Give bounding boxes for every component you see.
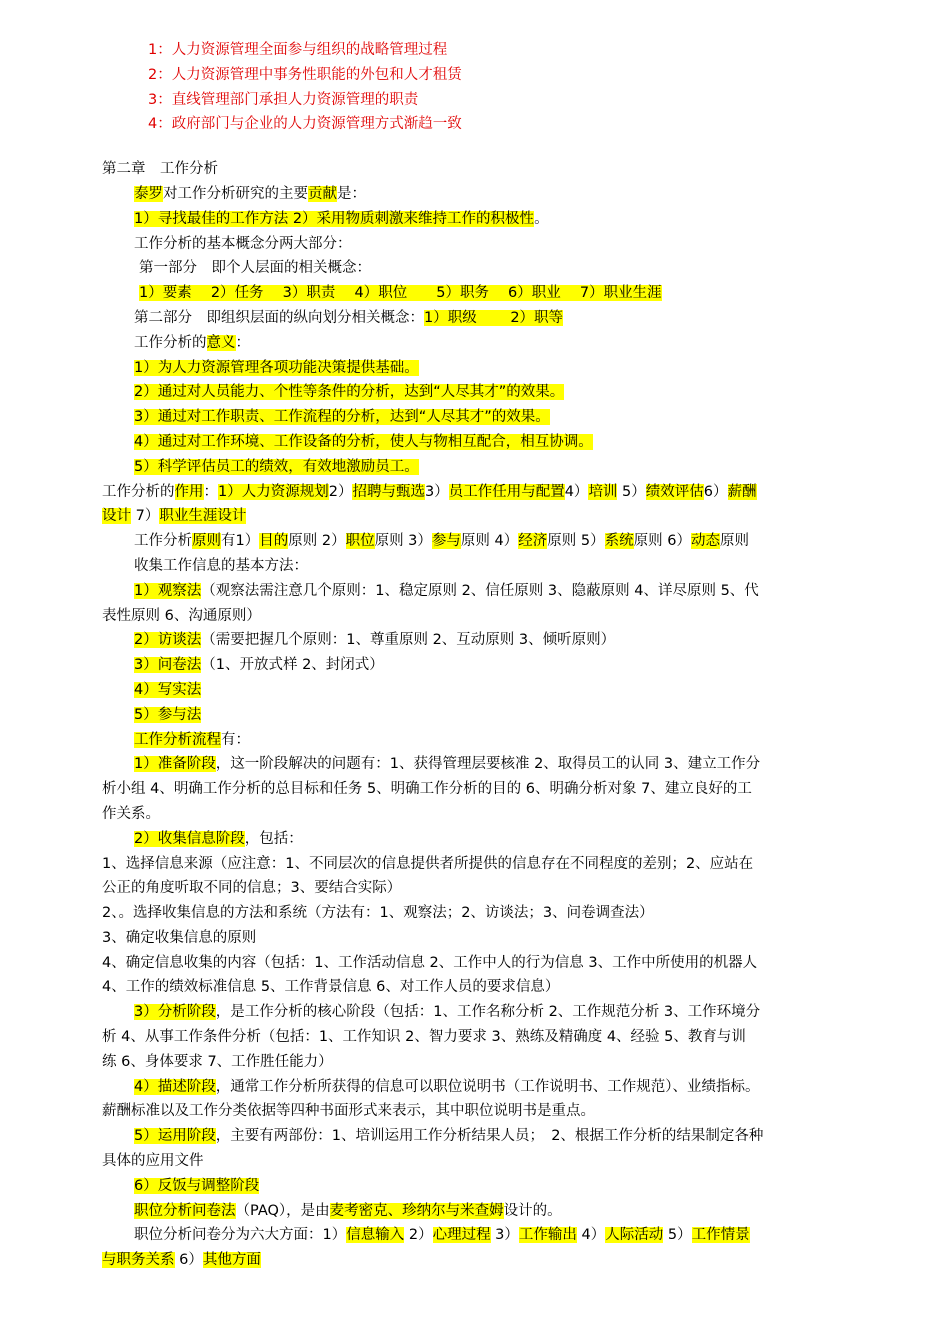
text-line — [102, 1248, 870, 1273]
intro-item: 4：政府部门与企业的人力资源管理方式渐趋一致 — [148, 116, 462, 133]
document-page — [102, 38, 870, 1273]
text-segment: 工作分析 — [134, 533, 192, 550]
highlighted-text: 薪酬 — [727, 483, 757, 500]
text-line — [102, 380, 870, 405]
text-line — [102, 1223, 870, 1248]
text-segment: 第二部分 即组织层面的纵向划分相关概念： — [134, 309, 424, 326]
text-segment: 4） — [576, 1227, 606, 1244]
text-segment: 6） — [174, 1252, 203, 1269]
highlighted-text: 员工作任用与配置 — [448, 483, 565, 500]
text-segment: （需要把握几个原则：1、尊重原则 2、互动原则 3、倾听原则） — [201, 632, 616, 649]
highlighted-text: 1）寻找最佳的工作方法 2）采用物质刺激来维持工作的积极性 — [134, 210, 535, 227]
text-segment: 作关系。 — [102, 805, 160, 822]
text-segment: 第二章 工作分析 — [102, 161, 218, 178]
text-line — [102, 1124, 870, 1149]
text-segment: 工作分析的 — [102, 483, 175, 500]
highlighted-text: 贡献 — [308, 185, 337, 202]
highlighted-text: 系统 — [604, 533, 634, 550]
text-line — [102, 951, 870, 976]
text-segment: 原则 6） — [633, 533, 691, 550]
highlighted-text: 与职务关系 — [102, 1252, 175, 1269]
text-segment: ，主要有两部份：1、培训运用工作分析结果人员； 2、根据工作分析的结果制定各种 — [215, 1128, 764, 1145]
text-segment: 设计的。 — [503, 1202, 562, 1219]
text-segment: 原则 4） — [460, 533, 519, 550]
text-segment: 原则 5） — [547, 533, 605, 550]
text-line — [102, 504, 870, 529]
chapter-heading — [102, 157, 870, 182]
highlighted-text: 绩效评估 — [645, 483, 704, 500]
text-line — [102, 554, 870, 579]
intro-list — [102, 38, 870, 137]
highlighted-text: 其他方面 — [202, 1252, 261, 1269]
text-line — [102, 281, 870, 306]
text-line — [102, 975, 870, 1000]
text-segment: 析 4、从事工作条件分析（包括：1、工作知识 2、智力要求 3、熟练及精确度 4、经验 5、教育与训 — [102, 1029, 746, 1046]
text-segment: 是： — [337, 185, 366, 202]
highlighted-text: 6）反饭与调整阶段 — [134, 1177, 260, 1194]
text-line — [102, 777, 870, 802]
text-line — [102, 356, 870, 381]
text-line — [102, 405, 870, 430]
text-line — [102, 1099, 870, 1124]
highlighted-text: 原则 — [192, 533, 221, 550]
highlighted-text: 3）问卷法 — [134, 657, 202, 674]
text-line — [102, 827, 870, 852]
text-segment: 5） — [617, 483, 646, 500]
text-segment: 有： — [221, 731, 250, 748]
text-line — [102, 752, 870, 777]
highlighted-text: 1）职级 2）职等 — [424, 309, 564, 326]
highlighted-text: 意义 — [206, 334, 236, 351]
highlighted-text: 1）要素 2）任务 3）职责 4）职位 5）职务 6）职业 7）职业生涯 — [139, 285, 662, 302]
text-line — [102, 876, 870, 901]
text-segment: 1、选择信息来源（应注意：1、不同层次的信息提供者所提供的信息存在不同程度的差别；2、应站在 — [102, 855, 754, 872]
text-line — [102, 1199, 870, 1224]
text-segment: 具体的应用文件 — [102, 1153, 204, 1170]
text-line — [102, 852, 870, 877]
text-segment: 4） — [564, 483, 589, 500]
text-segment: （观察法需注意几个原则：1、稳定原则 2、信任原则 3、隐蔽原则 4、详尽原则 5、代 — [201, 582, 759, 599]
highlighted-text: 工作分析流程 — [134, 731, 221, 748]
text-line — [102, 529, 870, 554]
intro-item: 1：人力资源管理全面参与组织的战略管理过程 — [148, 42, 448, 58]
text-segment: 工作分析的 — [134, 334, 207, 351]
text-segment: 薪酬标准以及工作分类依据等四种书面形式来表示，其中职位说明书是重点。 — [102, 1103, 595, 1120]
highlighted-text: 信息输入 — [346, 1227, 405, 1244]
text-segment: 6） — [703, 483, 728, 500]
highlighted-text: 4）写实法 — [134, 681, 202, 698]
text-line — [102, 802, 870, 827]
highlighted-text: 4）描述阶段 — [134, 1078, 216, 1095]
highlighted-text: 2）收集信息阶段 — [134, 830, 245, 847]
text-line — [102, 256, 870, 281]
highlighted-text: 作用 — [174, 483, 204, 500]
highlighted-text: 参与 — [431, 533, 461, 550]
highlighted-text: 5）参与法 — [134, 706, 202, 723]
text-segment: （PAQ），是由 — [235, 1202, 330, 1219]
text-segment: 7） — [131, 508, 160, 525]
highlighted-text: 人际活动 — [605, 1227, 664, 1244]
text-segment: 第一部分 即个人层面的相关概念： — [139, 260, 371, 277]
text-segment: 职位分析问卷分为六大方面：1） — [134, 1227, 347, 1244]
highlighted-text: 2）访谈法 — [134, 632, 202, 649]
highlighted-text: 职位分析问卷法 — [134, 1202, 236, 1219]
highlighted-text: 工作输出 — [518, 1227, 577, 1244]
text-segment: 原则 — [719, 533, 749, 550]
text-segment: ： — [203, 483, 218, 500]
highlighted-text: 2）通过对人员能力、个性等条件的分析，达到“人尽其才”的效果。 — [134, 384, 565, 401]
text-segment: 2） — [328, 483, 353, 500]
text-line — [102, 1000, 870, 1025]
highlighted-text: 设计 — [102, 508, 131, 525]
highlighted-text: 麦考密克、珍纳尔与米查姆 — [329, 1202, 504, 1219]
text-line — [102, 1149, 870, 1174]
text-line — [102, 901, 870, 926]
text-segment: 3） — [424, 483, 449, 500]
text-line — [102, 306, 870, 331]
text-segment: 表性原则 6、沟通原则） — [102, 607, 261, 624]
text-segment: 5） — [663, 1227, 692, 1244]
text-segment: 公正的角度听取不同的信息；3、要结合实际） — [102, 880, 402, 897]
highlighted-text: 1）人力资源规划 — [218, 483, 329, 500]
text-line — [102, 182, 870, 207]
text-segment: 原则 2） — [288, 533, 346, 550]
highlighted-text: 1）准备阶段 — [134, 756, 216, 773]
highlighted-text: 经济 — [518, 533, 548, 550]
highlighted-text: 1）为人力资源管理各项功能决策提供基础。 — [134, 359, 419, 376]
text-segment: 对工作分析研究的主要 — [163, 185, 308, 202]
text-segment: 。 — [534, 210, 549, 227]
highlighted-text: 5）运用阶段 — [134, 1128, 216, 1145]
text-line — [102, 1025, 870, 1050]
text-segment: 收集工作信息的基本方法： — [134, 557, 308, 574]
text-line — [102, 1050, 870, 1075]
text-line — [102, 430, 870, 455]
chapter-two-body — [102, 157, 870, 1273]
text-segment: 原则 3） — [374, 533, 432, 550]
highlighted-text: 心理过程 — [432, 1227, 491, 1244]
text-segment: ： — [235, 334, 250, 351]
highlighted-text: 4）通过对工作环境、工作设备的分析，使人与物相互配合，相互协调。 — [134, 433, 593, 450]
highlighted-text: 工作情景 — [691, 1227, 750, 1244]
text-line — [102, 480, 870, 505]
intro-item: 3：直线管理部门承担人力资源管理的职责 — [148, 91, 419, 108]
text-segment: 析小组 4、明确工作分析的总目标和任务 5、明确工作分析的目的 6、明确分析对象 7、建立良好的工 — [102, 781, 752, 798]
text-segment: （1、开放式样 2、封闭式） — [201, 657, 384, 674]
highlighted-text: 培训 — [588, 483, 618, 500]
highlighted-text: 3）通过对工作职责、工作流程的分析，达到“人尽其才”的效果。 — [134, 409, 550, 426]
text-line — [102, 207, 870, 232]
highlighted-text: 职位 — [345, 533, 375, 550]
text-line — [102, 331, 870, 356]
text-line — [102, 653, 870, 678]
highlighted-text: 招聘与甄选 — [352, 483, 425, 500]
highlighted-text: 泰罗 — [134, 185, 163, 202]
text-line — [102, 703, 870, 728]
text-line — [102, 232, 870, 257]
text-segment: 练 6、身体要求 7、工作胜任能力） — [102, 1053, 333, 1070]
text-segment: 4、工作的绩效标准信息 5、工作背景信息 6、对工作人员的要求信息） — [102, 979, 560, 996]
highlighted-text: 职业生涯设计 — [159, 508, 247, 525]
text-segment: 2、。选择收集信息的方法和系统（方法有：1、观察法；2、访谈法；3、问卷调查法） — [102, 905, 654, 922]
text-segment: ，这一阶段解决的问题有：1、获得管理层要核准 2、取得员工的认同 3、建立工作分 — [215, 756, 761, 773]
text-line — [102, 628, 870, 653]
text-line — [102, 455, 870, 480]
text-segment: 工作分析的基本概念分两大部分： — [134, 235, 352, 252]
text-segment: 4、确定信息收集的内容（包括：1、工作活动信息 2、工作中人的行为信息 3、工作中所使用的机器人 — [102, 954, 758, 971]
text-segment: 2） — [404, 1227, 433, 1244]
section-spacer — [102, 137, 870, 157]
highlighted-text: 5）科学评估员工的绩效，有效地激励员工。 — [134, 458, 419, 475]
text-line — [102, 678, 870, 703]
text-line — [102, 1174, 870, 1199]
highlighted-text: 1）观察法 — [134, 582, 202, 599]
intro-item: 2：人力资源管理中事务性职能的外包和人才租赁 — [148, 66, 462, 83]
text-line — [102, 579, 870, 604]
highlighted-text: 3）分析阶段 — [134, 1004, 216, 1021]
text-line — [102, 926, 870, 951]
highlighted-text: 目的 — [259, 533, 289, 550]
text-line — [102, 604, 870, 629]
text-line — [102, 728, 870, 753]
text-segment: ，包括： — [244, 830, 303, 847]
text-segment: ，通常工作分析所获得的信息可以职位说明书（工作说明书、工作规范）、业绩指标。 — [215, 1078, 760, 1095]
text-segment: 3、确定收集信息的原则 — [102, 929, 257, 946]
text-segment: ，是工作分析的核心阶段（包括：1、工作名称分析 2、工作规范分析 3、工作环境分 — [215, 1004, 761, 1021]
text-segment: 3） — [490, 1227, 519, 1244]
highlighted-text: 动态 — [690, 533, 720, 550]
text-line — [102, 1075, 870, 1100]
text-segment: 有1） — [221, 533, 260, 550]
